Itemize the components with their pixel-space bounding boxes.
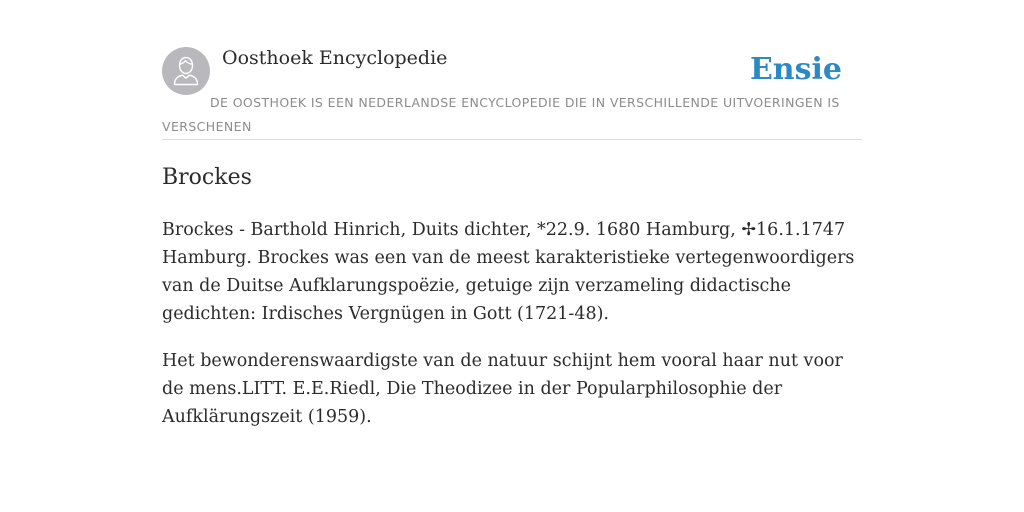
article-title: Brockes: [162, 165, 252, 190]
header-divider: [162, 139, 862, 140]
article-paragraph: Het bewonderenswaardigste van de natuur schijnt hem vooral haar nut voor de mens.LITT. E.E.Riedl, Die Theodizee in der Popularphilosophie der Aufklärungszeit (1959).: [162, 351, 843, 427]
source-name[interactable]: Oosthoek Encyclopedie: [222, 47, 448, 69]
ensie-logo[interactable]: Ensie: [749, 52, 842, 87]
user-icon[interactable]: [162, 47, 210, 95]
article-paragraph: Brockes - Barthold Hinrich, Duits dichter, *22.9. 1680 Hamburg, ✢16.1.1747 Hamburg. Brockes was een van de meest karakteristieke vertegenwoordigers van de Duitse Aufklarungspoëzie, getuige zijn verzameling didactische gedichten: Irdisches Vergnügen in Gott (1721-48).: [162, 220, 855, 324]
source-tagline: DE OOSTHOEK IS EEN NEDERLANDSE ENCYCLOPEDIE DIE IN VERSCHILLENDE UITVOERINGEN IS VERSCHENEN: [162, 95, 840, 134]
